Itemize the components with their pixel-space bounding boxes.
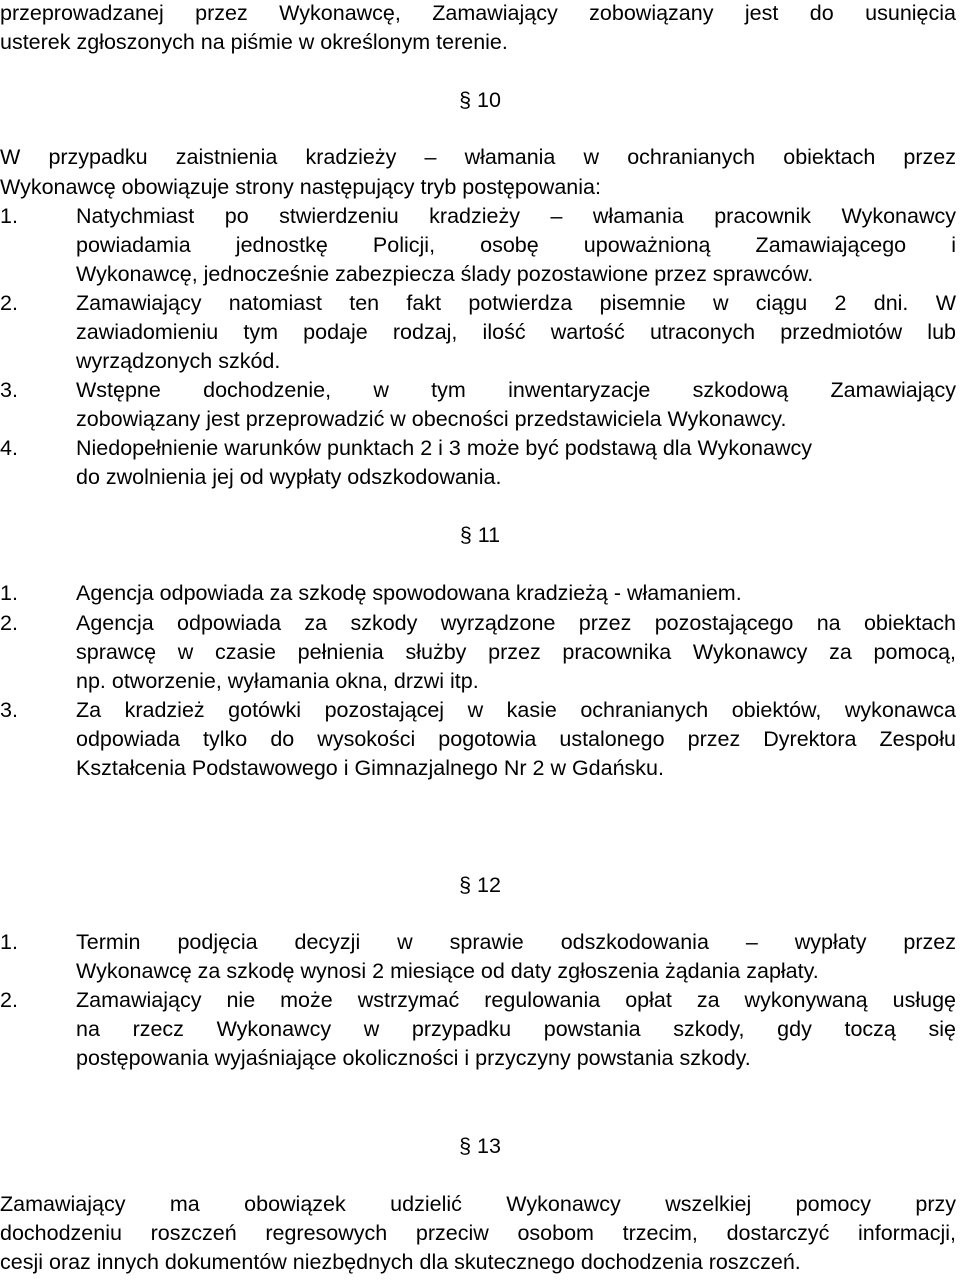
list-item-line: do zwolnienia jej od wypłaty odszkodowania. — [76, 465, 502, 489]
list-item-line: Wykonawcę za szkodę wynosi 2 miesiące od daty zgłoszenia żądania zapłaty. — [76, 959, 819, 983]
list-item-line: zobowiązany jest przeprowadzić w obecności przedstawiciela Wykonawcy. — [76, 407, 787, 431]
list-item-number: 2. — [0, 611, 18, 635]
list-item-number: 2. — [0, 988, 18, 1012]
list-item-line: Wstępne dochodzenie, w tym inwentaryzacje szkodową Zamawiający — [76, 378, 956, 402]
section-13-paragraph-line: cesji oraz innych dokumentów niezbędnych dla skutecznego dochodzenia roszczeń. — [0, 1250, 801, 1274]
intro-line: usterek zgłoszonych na piśmie w określonym terenie. — [0, 30, 508, 54]
section-10-paragraph-line: W przypadku zaistnienia kradzieży – włamania w ochranianych obiektach przez — [0, 145, 956, 169]
list-item-number: 3. — [0, 698, 18, 722]
section-10-paragraph-line: Wykonawcę obowiązuje strony następujący tryb postępowania: — [0, 175, 601, 199]
list-item-number: 1. — [0, 930, 18, 954]
list-item-line: Kształcenia Podstawowego i Gimnazjalnego Nr 2 w Gdańsku. — [76, 756, 664, 780]
list-item-line: Wykonawcę, jednocześnie zabezpiecza ślady pozostawione przez sprawców. — [76, 262, 814, 286]
list-item-line: postępowania wyjaśniające okoliczności i przyczyny powstania szkody. — [76, 1046, 751, 1070]
list-item-line: Termin podjęcia decyzji w sprawie odszkodowania – wypłaty przez — [76, 930, 956, 954]
intro-line: przeprowadzanej przez Wykonawcę, Zamawiający zobowiązany jest do usunięcia — [0, 1, 956, 25]
list-item-line: odpowiada tylko do wysokości pogotowia ustalonego przez Dyrektora Zespołu — [76, 727, 956, 751]
section-11-heading: § 11 — [459, 523, 501, 547]
list-item-number: 2. — [0, 291, 18, 315]
list-item-line: Agencja odpowiada za szkodę spowodowana kradzieżą - włamaniem. — [76, 581, 742, 605]
list-item-line: Za kradzież gotówki pozostającej w kasie ochranianych obiektów, wykonawca — [76, 698, 956, 722]
section-10-heading: § 10 — [459, 88, 501, 112]
section-13-paragraph-line: Zamawiający ma obowiązek udzielić Wykonawcy wszelkiej pomocy przy — [0, 1192, 956, 1216]
list-item-line: powiadamia jednostkę Policji, osobę upoważnioną Zamawiającego i — [76, 233, 956, 257]
list-item-number: 1. — [0, 204, 18, 228]
list-item-line: zawiadomieniu tym podaje rodzaj, ilość wartość utraconych przedmiotów lub — [76, 320, 956, 344]
list-item-line: Niedopełnienie warunków punktach 2 i 3 może być podstawą dla Wykonawcy — [76, 436, 812, 460]
list-item-number: 4. — [0, 436, 18, 460]
list-item-line: np. otworzenie, wyłamania okna, drzwi itp. — [76, 669, 479, 693]
section-12-heading: § 12 — [459, 873, 501, 897]
list-item-line: na rzecz Wykonawcy w przypadku powstania szkody, gdy toczą się — [76, 1017, 956, 1041]
list-item-line: wyrządzonych szkód. — [76, 349, 281, 373]
section-13-paragraph-line: dochodzeniu roszczeń regresowych przeciw osobom trzecim, dostarczyć informacji, — [0, 1221, 956, 1245]
list-item-line: sprawcę w czasie pełnienia służby przez pracownika Wykonawcy za pomocą, — [76, 640, 956, 664]
list-item-line: Zamawiający nie może wstrzymać regulowania opłat za wykonywaną usługę — [76, 988, 956, 1012]
list-item-line: Agencja odpowiada za szkody wyrządzone przez pozostającego na obiektach — [76, 611, 956, 635]
list-item-line: Natychmiast po stwierdzeniu kradzieży – włamania pracownik Wykonawcy — [76, 204, 956, 228]
list-item-number: 3. — [0, 378, 18, 402]
list-item-number: 1. — [0, 581, 18, 605]
list-item-line: Zamawiający natomiast ten fakt potwierdza pisemnie w ciągu 2 dni. W — [76, 291, 956, 315]
section-13-heading: § 13 — [459, 1134, 501, 1158]
